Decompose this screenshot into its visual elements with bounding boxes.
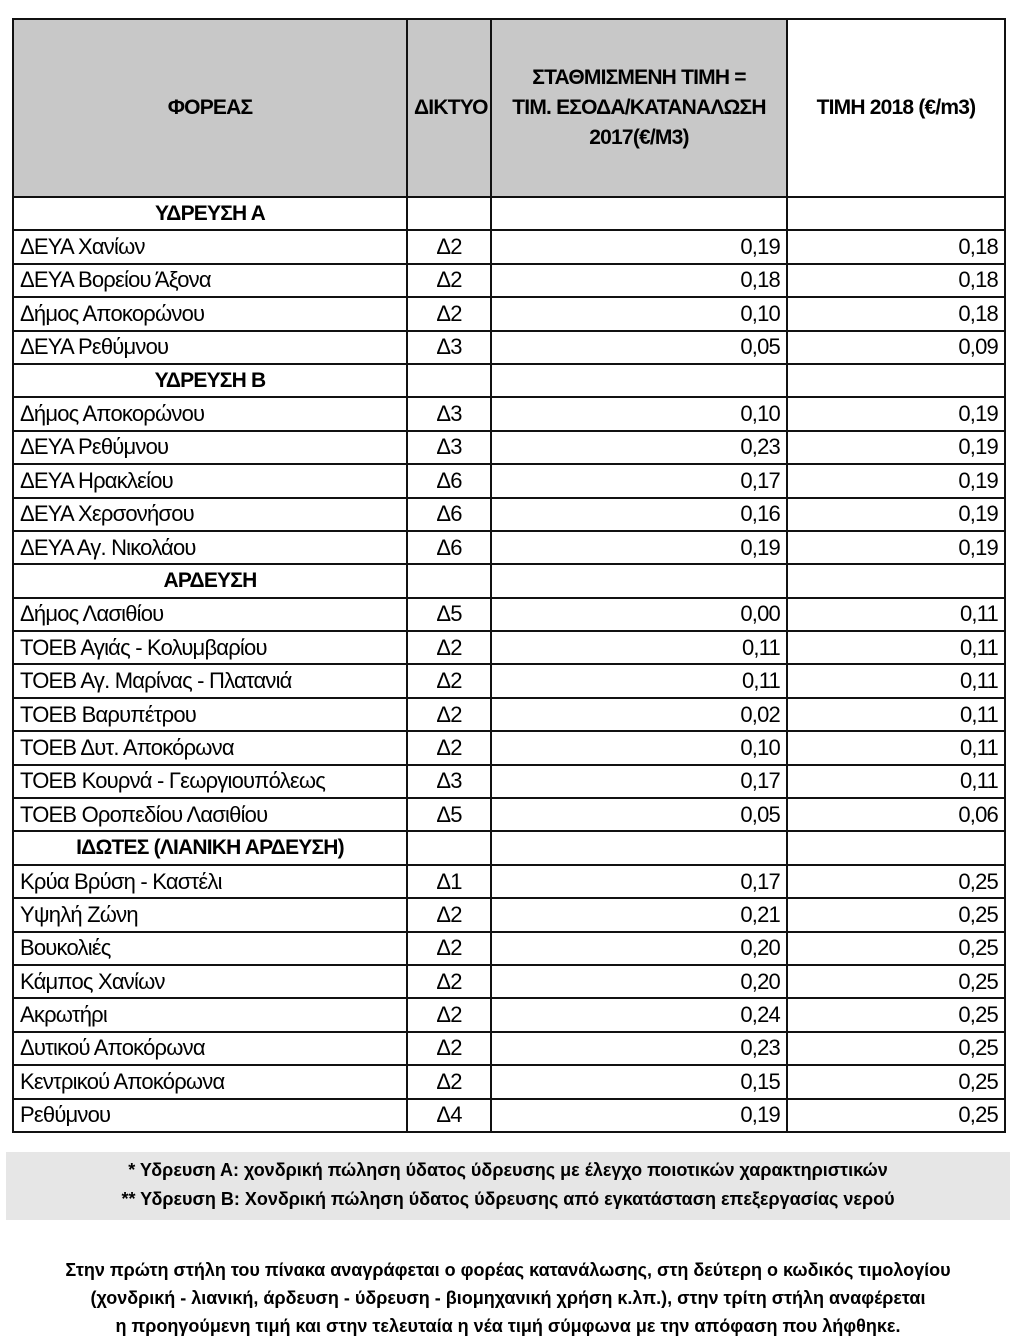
table-row (13, 498, 1005, 531)
price-2017-cell: 0,11 (491, 664, 787, 697)
price-2017-cell: 0,19 (491, 531, 787, 564)
header-price-2018: ΤΙΜΗ 2018 (€/m3) (787, 19, 1005, 197)
provider-cell: ΤΟΕΒ Αγιάς - Κολυμβαρίου (13, 631, 407, 664)
section-empty-cell (407, 197, 491, 230)
price-2018-cell: 0,19 (787, 498, 1005, 531)
table-row (13, 1065, 1005, 1098)
table-row (13, 431, 1005, 464)
section-empty-cell (491, 831, 787, 864)
provider-cell: Δυτικού Αποκόρωνα (13, 1032, 407, 1065)
network-cell: Δ6 (407, 531, 491, 564)
network-cell: Δ2 (407, 1065, 491, 1098)
description-line-3: η προηγούμενη τιμή και στην τελευταία η νέα τιμή σύμφωνα με την απόφαση που λήφθηκε. (115, 1316, 901, 1336)
network-cell: Δ2 (407, 297, 491, 330)
price-2018-cell: 0,06 (787, 798, 1005, 831)
section-empty-cell (407, 564, 491, 597)
network-cell: Δ2 (407, 230, 491, 263)
header-weighted-price-line2: ΤΙΜ. ΕΣΟΔΑ/ΚΑΤΑΝΑΛΩΣΗ (512, 96, 766, 119)
table-row (13, 598, 1005, 631)
table-body (13, 197, 1005, 1132)
footnotes-box (6, 1152, 1010, 1220)
price-2017-cell: 0,00 (491, 598, 787, 631)
price-2017-cell: 0,16 (491, 498, 787, 531)
table-row (13, 798, 1005, 831)
section-empty-cell (787, 364, 1005, 397)
price-2017-cell: 0,02 (491, 698, 787, 731)
network-cell: Δ2 (407, 264, 491, 297)
price-2018-cell: 0,19 (787, 431, 1005, 464)
section-empty-cell (787, 564, 1005, 597)
price-2017-cell: 0,23 (491, 431, 787, 464)
table-row (13, 1099, 1005, 1132)
price-2018-cell: 0,25 (787, 932, 1005, 965)
provider-cell: ΔΕΥΑ Χερσονήσου (13, 498, 407, 531)
network-cell: Δ2 (407, 998, 491, 1031)
footnote-ydreysi-b: ** Υδρευση Β: Χονδρική πώληση ύδατος ύδρευσης από εγκατάσταση επεξεργασίας νερού (121, 1189, 895, 1209)
price-2017-cell: 0,23 (491, 1032, 787, 1065)
table-row (13, 531, 1005, 564)
provider-cell: ΤΟΕΒ Βαρυπέτρου (13, 698, 407, 731)
price-2017-cell: 0,10 (491, 297, 787, 330)
network-cell: Δ3 (407, 397, 491, 430)
network-cell: Δ2 (407, 965, 491, 998)
price-2017-cell: 0,21 (491, 898, 787, 931)
network-cell: Δ3 (407, 431, 491, 464)
provider-cell: ΔΕΥΑ Ηρακλείου (13, 464, 407, 497)
network-cell: Δ2 (407, 698, 491, 731)
price-2018-cell: 0,25 (787, 998, 1005, 1031)
price-2018-cell: 0,25 (787, 865, 1005, 898)
price-2017-cell: 0,10 (491, 731, 787, 764)
price-2017-cell: 0,17 (491, 464, 787, 497)
header-weighted-price-line3: 2017(€/M3) (589, 126, 689, 149)
network-cell: Δ3 (407, 765, 491, 798)
price-2018-cell: 0,11 (787, 731, 1005, 764)
provider-cell: ΔΕΥΑ Ρεθύμνου (13, 431, 407, 464)
table-row (13, 932, 1005, 965)
price-2018-cell: 0,25 (787, 1032, 1005, 1065)
price-2018-cell: 0,11 (787, 698, 1005, 731)
network-cell: Δ2 (407, 898, 491, 931)
price-2018-cell: 0,19 (787, 397, 1005, 430)
table-row (13, 397, 1005, 430)
table-row (13, 264, 1005, 297)
provider-cell: Κεντρικού Αποκόρωνα (13, 1065, 407, 1098)
network-cell: Δ6 (407, 498, 491, 531)
table-header-row (13, 19, 1005, 197)
price-2018-cell: 0,25 (787, 965, 1005, 998)
price-2017-cell: 0,19 (491, 1099, 787, 1132)
network-cell: Δ5 (407, 798, 491, 831)
provider-cell: ΤΟΕΒ Οροπεδίου Λασιθίου (13, 798, 407, 831)
provider-cell: ΤΟΕΒ Κουρνά - Γεωργιουπόλεως (13, 765, 407, 798)
table-row (13, 331, 1005, 364)
section-empty-cell (491, 197, 787, 230)
price-2017-cell: 0,20 (491, 932, 787, 965)
section-header-row (13, 197, 1005, 230)
network-cell: Δ4 (407, 1099, 491, 1132)
section-title: ΥΔΡΕΥΣΗ Β (13, 364, 407, 397)
table-row (13, 631, 1005, 664)
table-description (6, 1256, 1010, 1340)
network-cell: Δ2 (407, 731, 491, 764)
header-weighted-price-line1: ΣΤΑΘΜΙΣΜΕΝΗ ΤΙΜΗ = (532, 66, 746, 89)
price-2017-cell: 0,17 (491, 765, 787, 798)
price-2018-cell: 0,09 (787, 331, 1005, 364)
price-2018-cell: 0,25 (787, 1099, 1005, 1132)
network-cell: Δ2 (407, 1032, 491, 1065)
price-2018-cell: 0,25 (787, 898, 1005, 931)
price-2018-cell: 0,25 (787, 1065, 1005, 1098)
section-header-row (13, 831, 1005, 864)
provider-cell: Ακρωτήρι (13, 998, 407, 1031)
network-cell: Δ2 (407, 932, 491, 965)
price-2018-cell: 0,19 (787, 464, 1005, 497)
header-weighted-price-2017 (491, 19, 787, 197)
network-cell: Δ3 (407, 331, 491, 364)
section-empty-cell (787, 831, 1005, 864)
section-empty-cell (787, 197, 1005, 230)
table-row (13, 664, 1005, 697)
provider-cell: Κάμπος Χανίων (13, 965, 407, 998)
price-2018-cell: 0,11 (787, 765, 1005, 798)
section-title: ΙΔΩΤΕΣ (ΛΙΑΝΙΚΗ ΑΡΔΕΥΣΗ) (13, 831, 407, 864)
table-row (13, 698, 1005, 731)
section-empty-cell (491, 564, 787, 597)
price-table (12, 18, 1006, 1133)
table-row (13, 230, 1005, 263)
price-2017-cell: 0,15 (491, 1065, 787, 1098)
provider-cell: ΔΕΥΑ Ρεθύμνου (13, 331, 407, 364)
price-2017-cell: 0,24 (491, 998, 787, 1031)
header-provider: ΦΟΡΕΑΣ (13, 19, 407, 197)
price-2017-cell: 0,10 (491, 397, 787, 430)
price-2018-cell: 0,18 (787, 264, 1005, 297)
header-network: ΔΙΚΤΥΟ (407, 19, 491, 197)
price-2018-cell: 0,11 (787, 598, 1005, 631)
section-header-row (13, 564, 1005, 597)
price-2017-cell: 0,05 (491, 798, 787, 831)
price-2017-cell: 0,11 (491, 631, 787, 664)
provider-cell: ΤΟΕΒ Αγ. Μαρίνας - Πλατανιά (13, 664, 407, 697)
price-2018-cell: 0,18 (787, 230, 1005, 263)
price-2017-cell: 0,05 (491, 331, 787, 364)
provider-cell: Υψηλή Ζώνη (13, 898, 407, 931)
table-row (13, 865, 1005, 898)
network-cell: Δ2 (407, 664, 491, 697)
price-2018-cell: 0,11 (787, 664, 1005, 697)
provider-cell: Δήμος Αποκορώνου (13, 297, 407, 330)
price-2017-cell: 0,18 (491, 264, 787, 297)
description-line-2: (χονδρική - λιανική, άρδευση - ύδρευση - βιομηχανική χρήση κ.λπ.), στην τρίτη στήλη αναφέρεται (90, 1288, 926, 1308)
provider-cell: ΤΟΕΒ Δυτ. Αποκόρωνα (13, 731, 407, 764)
section-empty-cell (407, 364, 491, 397)
provider-cell: Δήμος Λασιθίου (13, 598, 407, 631)
network-cell: Δ5 (407, 598, 491, 631)
network-cell: Δ1 (407, 865, 491, 898)
section-empty-cell (407, 831, 491, 864)
table-row (13, 731, 1005, 764)
price-2018-cell: 0,19 (787, 531, 1005, 564)
provider-cell: Δήμος Αποκορώνου (13, 397, 407, 430)
table-row (13, 765, 1005, 798)
provider-cell: ΔΕΥΑ Βορείου Άξονα (13, 264, 407, 297)
description-line-1: Στην πρώτη στήλη του πίνακα αναγράφεται ο φορέας κατανάλωσης, στη δεύτερη ο κωδικός τιμολογίου (65, 1260, 951, 1280)
section-empty-cell (491, 364, 787, 397)
price-2018-cell: 0,18 (787, 297, 1005, 330)
section-header-row (13, 364, 1005, 397)
provider-cell: ΔΕΥΑ Αγ. Νικολάου (13, 531, 407, 564)
table-row (13, 898, 1005, 931)
table-row (13, 965, 1005, 998)
provider-cell: Ρεθύμνου (13, 1099, 407, 1132)
provider-cell: Κρύα Βρύση - Καστέλι (13, 865, 407, 898)
footnote-ydreysi-a: * Υδρευση Α: χονδρική πώληση ύδατος ύδρευσης με έλεγχο ποιοτικών χαρακτηριστικών (128, 1160, 888, 1180)
provider-cell: ΔΕΥΑ Χανίων (13, 230, 407, 263)
network-cell: Δ2 (407, 631, 491, 664)
table-row (13, 464, 1005, 497)
price-2017-cell: 0,19 (491, 230, 787, 263)
price-2017-cell: 0,17 (491, 865, 787, 898)
table-row (13, 297, 1005, 330)
price-2018-cell: 0,11 (787, 631, 1005, 664)
price-table-container (12, 18, 1004, 1133)
price-2017-cell: 0,20 (491, 965, 787, 998)
table-row (13, 1032, 1005, 1065)
section-title: ΑΡΔΕΥΣΗ (13, 564, 407, 597)
table-row (13, 998, 1005, 1031)
provider-cell: Βουκολιές (13, 932, 407, 965)
section-title: ΥΔΡΕΥΣΗ Α (13, 197, 407, 230)
network-cell: Δ6 (407, 464, 491, 497)
